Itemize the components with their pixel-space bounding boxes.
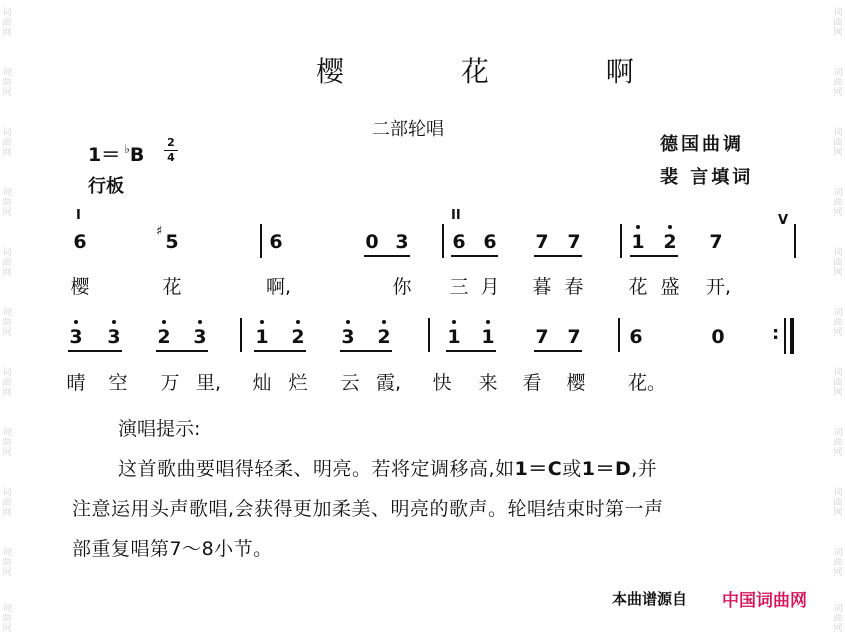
time-denominator: 4 (167, 151, 175, 164)
tips-text: ,并 (631, 458, 658, 480)
lyric: 三 (449, 276, 469, 298)
tips-line-3: 部重复唱第7～8小节。 (72, 538, 273, 560)
note: 6 (73, 231, 87, 253)
tempo-marking: 行板 (88, 176, 124, 197)
key-d: 1＝D (581, 458, 632, 480)
bar-line (428, 318, 430, 352)
high-octave-dot (452, 320, 456, 324)
high-octave-dot (382, 320, 386, 324)
watermark-group: 词 曲 网 (833, 428, 843, 458)
bar-line (240, 318, 242, 352)
beam (364, 255, 410, 257)
high-octave-dot (668, 225, 672, 229)
note: 3 (107, 326, 121, 348)
beam (156, 350, 208, 352)
lyric: 花 (162, 276, 182, 298)
watermark-group: 词 曲 网 (833, 488, 843, 518)
final-bar-thin (784, 318, 786, 354)
beam (254, 350, 306, 352)
beam (451, 255, 498, 257)
composer-credit: 德国曲调 (660, 134, 744, 155)
watermark-group: 词 曲 网 (833, 548, 843, 578)
high-octave-dot (260, 320, 264, 324)
lyric: 樱 (70, 276, 90, 298)
watermark-group: 词 曲 网 (2, 68, 12, 98)
watermark-group: 词 曲 网 (833, 128, 843, 158)
repeat-dots: : (772, 323, 780, 344)
watermark-group: 词 曲 网 (2, 248, 12, 278)
note: 2 (157, 326, 171, 348)
watermark-group: 词 曲 网 (833, 604, 843, 634)
watermark-group: 词 曲 网 (833, 368, 843, 398)
lyric: 看 (522, 372, 542, 394)
note: 0 (711, 326, 725, 348)
lyric: 霞, (376, 372, 402, 394)
watermark-group: 词 曲 网 (2, 548, 12, 578)
part-one-mark: I (76, 208, 81, 223)
lyricist-credit: 裴 言填词 (660, 167, 754, 188)
tips-line-2: 注意运用头声歌唱,会获得更加柔美、明亮的歌声。轮唱结束时第一声 (72, 498, 664, 520)
lyric: 快 (432, 372, 452, 394)
note: 1 (255, 326, 269, 348)
watermark-group: 词 曲 网 (2, 8, 12, 38)
high-octave-dot (296, 320, 300, 324)
lyric: 啊, (266, 276, 292, 298)
tips-text: 或 (562, 458, 582, 480)
note: 2 (663, 231, 677, 253)
note: 7 (567, 326, 581, 348)
lyric: 万 (160, 372, 180, 394)
lyric: 你 (392, 276, 412, 298)
bar-line (442, 224, 444, 258)
note: 3 (341, 326, 355, 348)
watermark-group: 词 曲 网 (833, 188, 843, 218)
bar-line (260, 224, 262, 258)
song-subtitle: 二部轮唱 (372, 119, 444, 140)
flat-symbol: ♭ (124, 142, 130, 156)
bar-line (620, 224, 622, 258)
note: 3 (69, 326, 83, 348)
tips-line-1 (118, 454, 657, 481)
tips-text: 这首歌曲要唱得轻柔、明亮。若将定调移高,如 (118, 458, 515, 480)
note: 3 (193, 326, 207, 348)
high-octave-dot (486, 320, 490, 324)
time-numerator: 2 (167, 136, 175, 149)
final-bar-thick (790, 318, 794, 354)
time-signature (164, 137, 178, 164)
beam (68, 350, 122, 352)
key-note: B (129, 144, 145, 166)
part-two-mark: II (451, 208, 461, 223)
high-octave-dot (636, 225, 640, 229)
watermark-group: 词 曲 网 (833, 248, 843, 278)
lyric: 晴 (66, 372, 86, 394)
watermark-group: 词 曲 网 (833, 8, 843, 38)
watermark-group: 词 曲 网 (2, 488, 12, 518)
sharp-symbol: ♯ (156, 224, 163, 239)
beam (446, 350, 496, 352)
bar-line (794, 224, 796, 258)
note: 6 (629, 326, 643, 348)
high-octave-dot (198, 320, 202, 324)
lyric: 里, (196, 372, 222, 394)
watermark-group: 词 曲 网 (2, 604, 12, 634)
note: 1 (481, 326, 495, 348)
watermark-group: 词 曲 网 (833, 308, 843, 338)
lyric: 月 (480, 276, 500, 298)
watermark-group: 词 曲 网 (2, 428, 12, 458)
note: 7 (567, 231, 581, 253)
right-watermark (831, 0, 845, 638)
bar-line (618, 318, 620, 352)
lyric: 春 (564, 276, 584, 298)
high-octave-dot (112, 320, 116, 324)
lyric: 暮 (532, 276, 552, 298)
source-label: 本曲谱源自 (612, 590, 688, 608)
note: 0 (365, 231, 379, 253)
song-title: 樱 花 啊 (316, 55, 688, 88)
beam (630, 255, 678, 257)
breath-mark: V (778, 213, 789, 228)
note: 5 (165, 231, 179, 253)
lyric: 来 (478, 372, 498, 394)
note: 6 (483, 231, 497, 253)
note: 2 (377, 326, 391, 348)
lyric: 樱 (566, 372, 586, 394)
lyric: 烂 (288, 372, 308, 394)
beam (534, 350, 582, 352)
left-watermark (0, 0, 14, 638)
lyric: 云 (340, 372, 360, 394)
lyric: 空 (108, 372, 128, 394)
lyric: 开, (706, 276, 732, 298)
high-octave-dot (74, 320, 78, 324)
lyric: 盛 (660, 276, 680, 298)
key-label: 1＝ (88, 144, 121, 166)
high-octave-dot (162, 320, 166, 324)
key-signature (88, 140, 150, 167)
lyric: 花。 (628, 372, 667, 394)
beam (534, 255, 582, 257)
note: 7 (535, 326, 549, 348)
site-link[interactable]: 中国词曲网 (722, 591, 807, 611)
note: 7 (535, 231, 549, 253)
tips-heading: 演唱提示: (118, 418, 201, 440)
note: 1 (631, 231, 645, 253)
note: 6 (269, 231, 283, 253)
watermark-group: 词 曲 网 (2, 188, 12, 218)
note: 6 (452, 231, 466, 253)
high-octave-dot (346, 320, 350, 324)
watermark-group: 词 曲 网 (2, 368, 12, 398)
key-c: 1＝C (514, 458, 563, 480)
lyric: 灿 (252, 372, 272, 394)
watermark-group: 词 曲 网 (833, 68, 843, 98)
note: 7 (709, 231, 723, 253)
beam (340, 350, 392, 352)
lyric: 花 (628, 276, 648, 298)
watermark-group: 词 曲 网 (2, 308, 12, 338)
note: 1 (447, 326, 461, 348)
watermark-group: 词 曲 网 (2, 128, 12, 158)
note: 3 (395, 231, 409, 253)
note: 2 (291, 326, 305, 348)
